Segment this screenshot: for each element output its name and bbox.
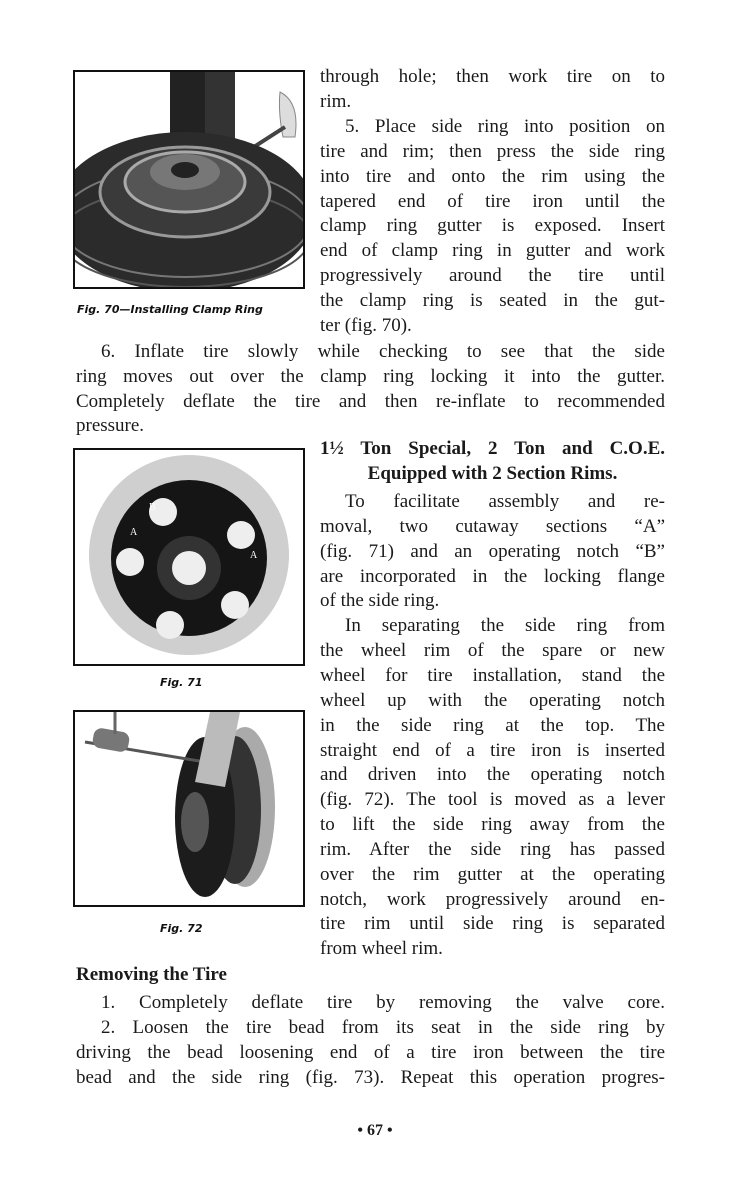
text-line: progressively around the tire until (320, 265, 665, 287)
text-line: from wheel rim. (320, 938, 443, 960)
text-line: notch, work progressively around en- (320, 888, 665, 910)
label-a-left: A (130, 527, 138, 538)
text-line: in the side ring at the top. The (320, 714, 665, 736)
text-line: to lift the side ring away from the (320, 814, 665, 836)
text-line: moval, two cutaway sections “A” (320, 515, 665, 537)
text-line: 5. Place side ring into position on (345, 115, 665, 137)
text-line: into tire and onto the rim using the (320, 165, 665, 187)
text-line: To facilitate assembly and re- (345, 491, 665, 512)
text-line: through hole; then work tire on to (320, 66, 665, 87)
text-line: over the rim gutter at the operating (320, 863, 665, 885)
text-line: 1. Completely deflate tire by removing the valve core. (101, 992, 665, 1013)
text-line: tire rim until side ring is separated (320, 913, 665, 935)
text-line: of the side ring. (320, 590, 440, 612)
section-heading: Equipped with 2 Section Rims. (367, 463, 618, 484)
text-line: the clamp ring is seated in the gut- (320, 290, 665, 312)
text-line: ring moves out over the clamp ring locking it into the gutter. (76, 365, 665, 387)
figure-70-caption: Fig. 70—Installing Clamp Ring (77, 303, 263, 316)
text-line: 2. Loosen the tire bead from its seat in the side ring by (101, 1017, 665, 1038)
text-line: ter (fig. 70). (320, 315, 412, 336)
label-a-right: A (250, 550, 258, 561)
text-line: tapered end of tire iron until the (320, 190, 665, 212)
text-line: bead and the side ring (fig. 73). Repeat this operation progres- (76, 1067, 665, 1088)
label-b: B (149, 502, 156, 513)
figure-71-caption: Fig. 71 (160, 676, 203, 689)
text-line: clamp ring gutter is exposed. Insert (320, 215, 665, 237)
text-line: (fig. 71) and an operating notch “B” (320, 540, 665, 562)
page-number: • 67 • (357, 1122, 393, 1139)
text-line: driving the bead loosening end of a tire iron between the tire (76, 1042, 665, 1063)
figure-72-caption: Fig. 72 (160, 922, 203, 935)
text-line: straight end of a tire iron is inserted (320, 739, 665, 761)
wheel-side-illustration (75, 712, 303, 905)
figure-71-wheel (73, 448, 305, 666)
wheel-front-illustration (75, 450, 303, 664)
figure-72-tire-iron-lever (73, 710, 305, 907)
text-line: wheel up with the operating notch (320, 689, 665, 711)
text-line: tire and rim; then press the side ring (320, 140, 665, 162)
figure-70-installing-clamp-ring (73, 70, 305, 289)
section-heading: 1½ Ton Special, 2 Ton and C.O.E. (320, 438, 665, 459)
text-line: and driven into the operating notch (320, 764, 665, 786)
text-line: rim. (320, 90, 352, 112)
tire-clamp-ring-illustration (75, 72, 303, 287)
text-line: the wheel rim of the spare or new (320, 640, 665, 662)
text-line: rim. After the side ring has passed (320, 838, 665, 860)
text-line: In separating the side ring from (345, 615, 665, 637)
text-line: are incorporated in the locking flange (320, 565, 665, 587)
text-line: end of clamp ring in gutter and work (320, 240, 665, 262)
text-line: (fig. 72). The tool is moved as a lever (320, 789, 665, 811)
text-line: Completely deflate the tire and then re-inflate to recommended (76, 390, 665, 412)
text-line: 6. Inflate tire slowly while checking to see that the side (101, 341, 665, 362)
text-line: pressure. (76, 415, 145, 437)
section-title-removing-the-tire: Removing the Tire (76, 964, 227, 985)
text-line: wheel for tire installation, stand the (320, 664, 665, 686)
